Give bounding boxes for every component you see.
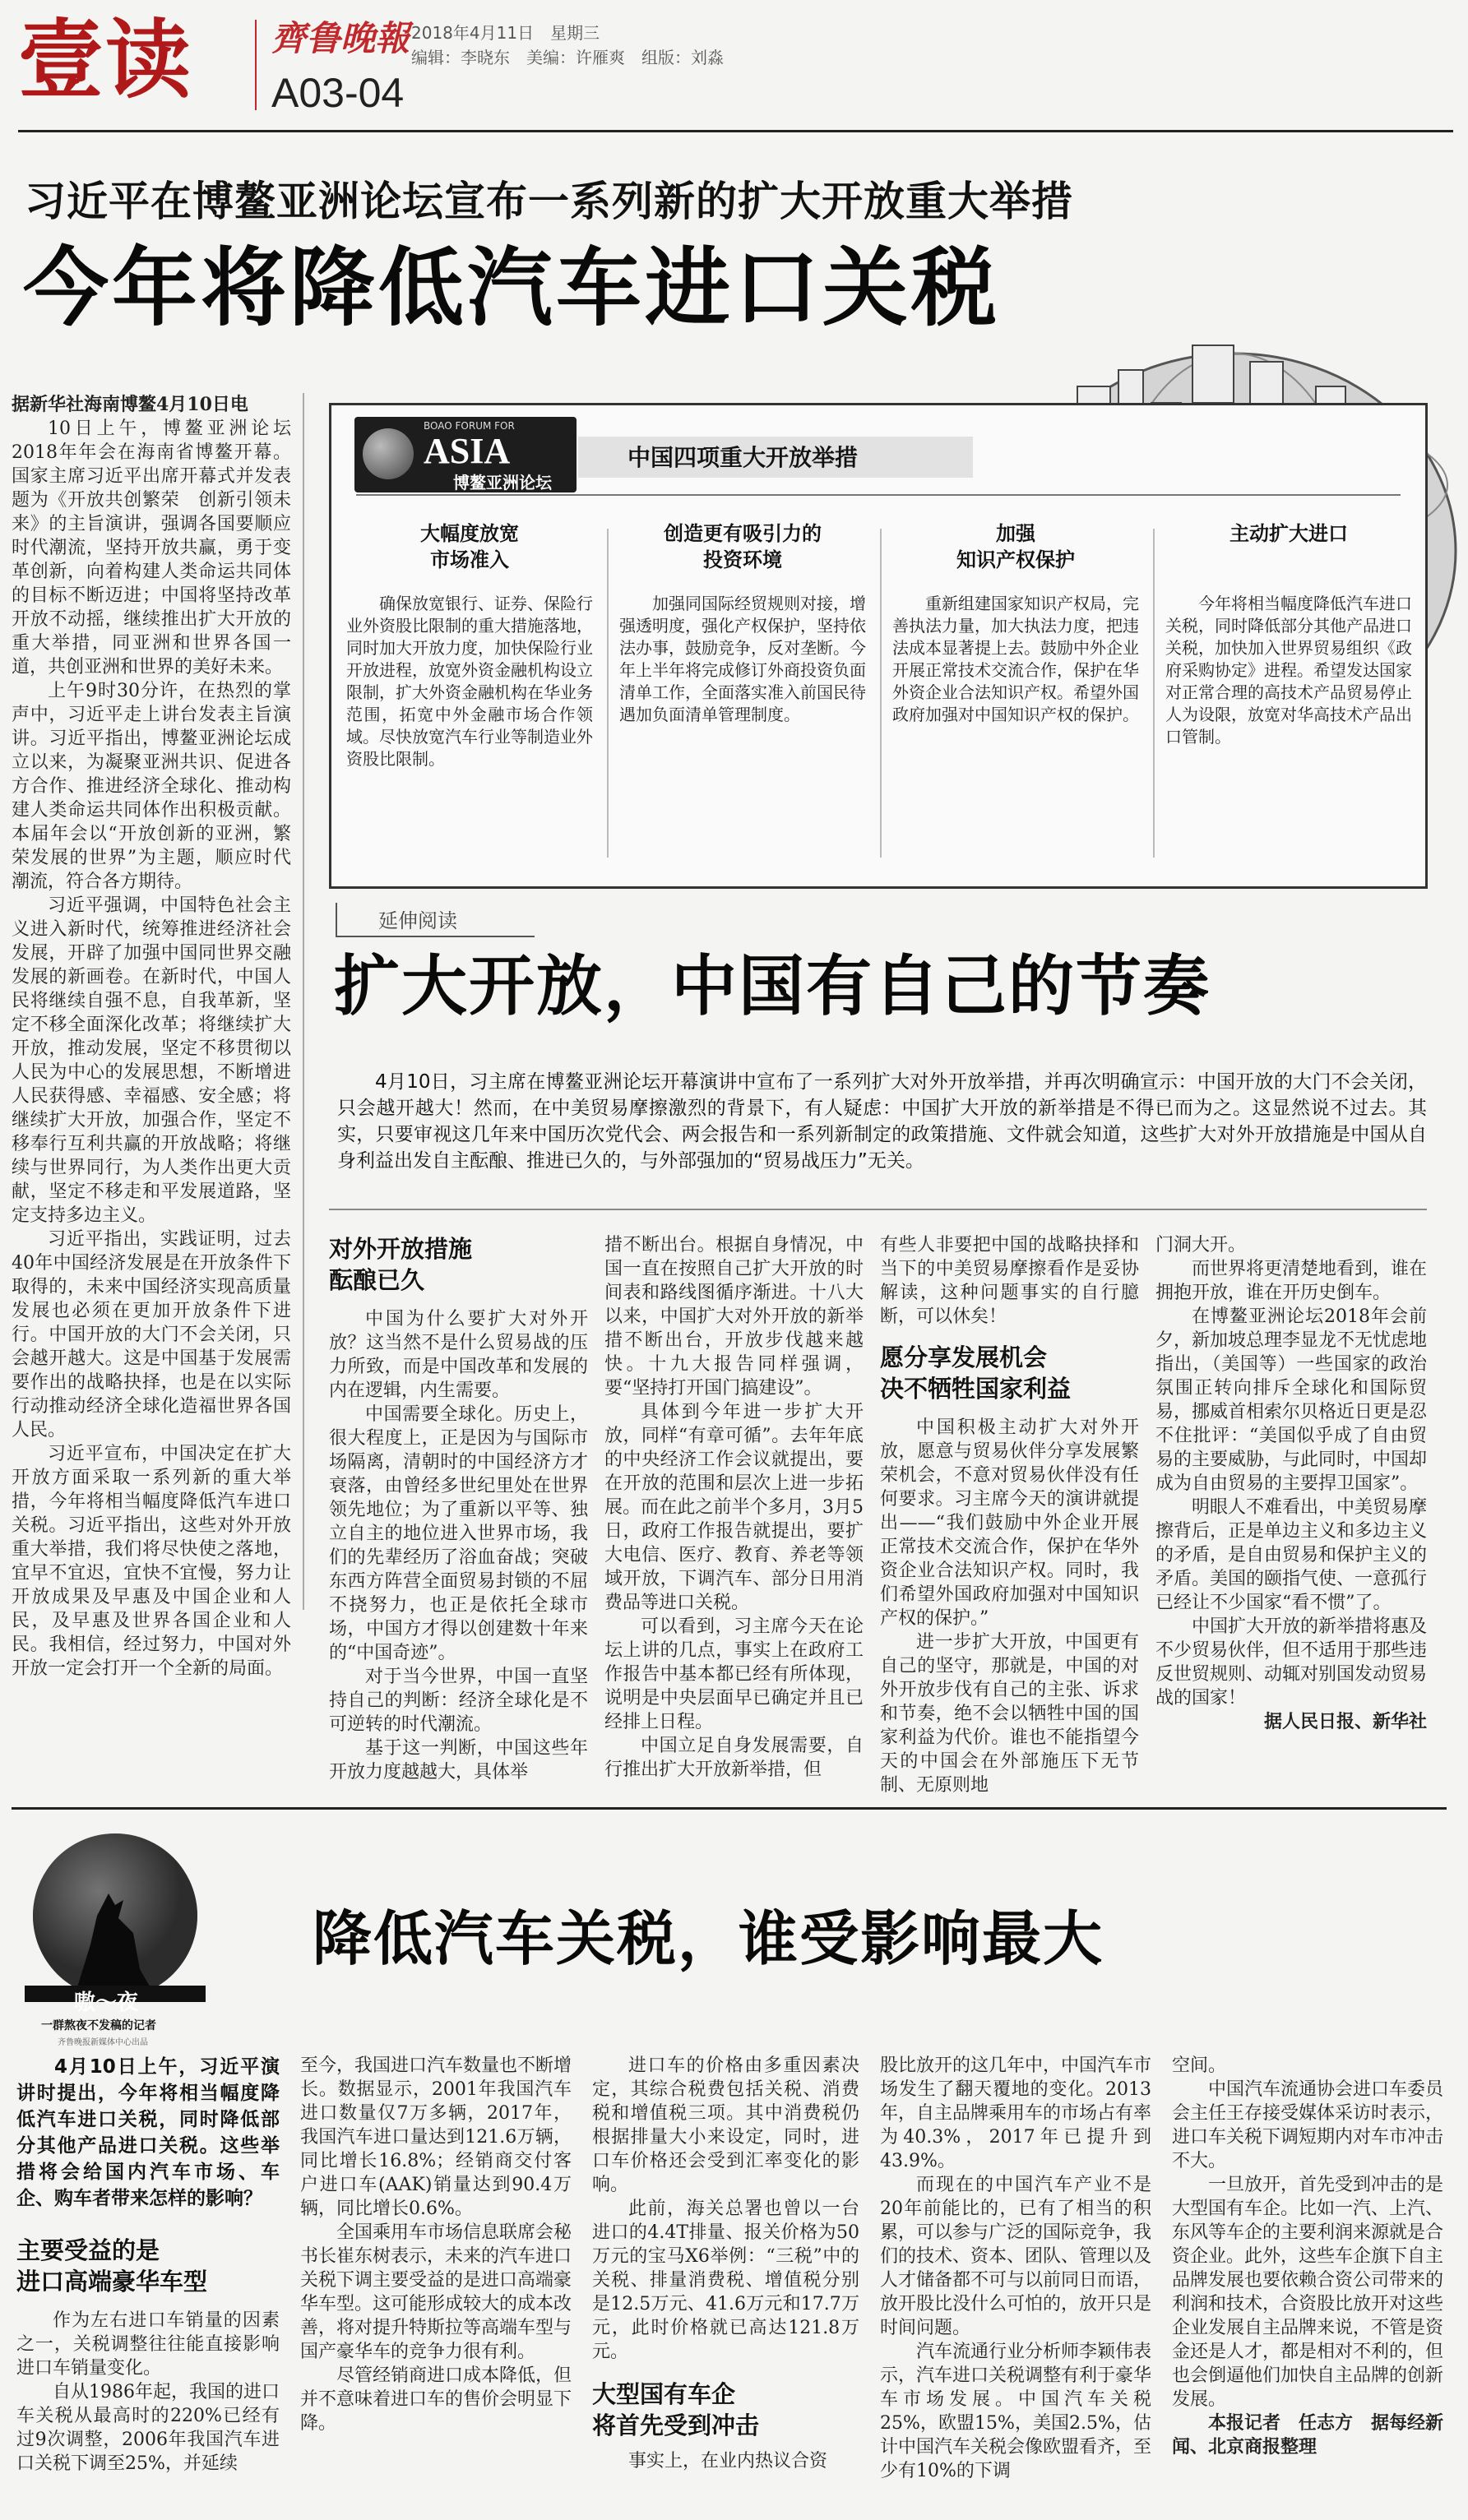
logo-top-text: BOAO FORUM FOR (424, 420, 515, 432)
measure-divider (607, 529, 609, 858)
section2-col-text (16, 2309, 280, 2476)
section2-rule (12, 1807, 1447, 1810)
issue-date: 2018年4月11日 星期三 (411, 23, 600, 43)
paragraph: 事实上，在业内热议合资 (628, 2451, 828, 2471)
feature-subhead: 愿分享发展机会 决不牺牲国家利益 (880, 1343, 1072, 1403)
feature-col-4 (1155, 1233, 1427, 1801)
page-code: A03-04 (271, 70, 405, 116)
paragraph: 进一步扩大开放，中国更有自己的坚守，那就是，中国的对外开放步伐有自己的主张、诉求和节奏，绝不会以牺牲中国的国家利益为代价。谁也不能指望今天的中国会在外部施压下无节制、无原则地 (880, 1632, 1139, 1796)
paragraph: 一旦放开，首先受到冲击的是大型国有车企。比如一汽、上汽、东风等车企的主要利润来源就是合资企业。此外，这些车企旗下自主品牌发展也要依赖合资公司带来的利润和技术，合资股比放开对这些企业发展自主品牌来说，不管是资金还是人才，都是相对不利的，但也会倒逼他们加快自主品牌的创新发展。 (1172, 2175, 1444, 2410)
measure-text: 加强同国际经贸规则对接，增强透明度，强化产权保护，坚持依法办事，鼓励竞争，反对垄断。今年上半年将完成修订外商投资负面清单工作，全面落实准入前国民待遇加负面清单管理制度。 (619, 594, 866, 724)
feature-label: 延伸阅读 (378, 909, 457, 932)
paragraph: 空间。 (1172, 2055, 1227, 2076)
feature-col-text (880, 1233, 1139, 1329)
lead-paragraph: 习近平强调，中国特色社会主义进入新时代，统筹推进经济社会发展，开辟了加强中国同世界交融发展的新画卷。在新时代，中国人民将继续自强不息，自我革新，坚定不移全面深化改革；将继续扩大开放，推动发展，坚定不移贯彻以人民为中心的发展思想，不断增进人民获得感、幸福感、安全感；将继续扩大开放，加强合作，坚定不移奉行互利共赢的开放战略；将继续与世界同行，为人类作出更大贡献，坚定不移走和平发展道路，坚定支持多边主义。 (12, 895, 291, 1226)
paragraph: 中国积极主动扩大对外开放，愿意与贸易伙伴分享发展繁荣机会，不意对贸易伙伴没有任何要求。习主席今天的演讲就提出——“我们鼓励中外企业开展正常技术交流合作，保护在华外资企业合法知识产权。同时，我们希望外国政府加强对中国知识产权的保护。” (880, 1417, 1139, 1629)
logo-subtitle: 一群熬夜不发稿的记者 (41, 2019, 156, 2032)
logo-main-text: ASIA (424, 431, 511, 471)
infobox (329, 403, 1428, 889)
feature-subhead: 对外开放措施 酝酿已久 (329, 1235, 473, 1294)
paragraph: 在博鳌亚洲论坛2018年会前夕，新加坡总理李显龙不无忧虑地指出，（美国等）一些国家的政治氛围正转向排斥全球化和国际贸易，挪威首相索尔贝格近日更是忍不住批评：“美国似乎成了自由贸易的主要威胁，与此同时，中国却成为自由贸易的主要捍卫国家”。 (1155, 1306, 1428, 1494)
section2-subhead: 大型国有车企 将首先受到冲击 (592, 2380, 760, 2439)
feature-col-text (329, 1307, 588, 1784)
paragraph: 而现在的中国汽车产业不是20年前能比的，已有了相当的积累，可以参与广泛的国际竞争，我们的技术、资本、团队、管理以及人才储备都不可与以前同日而语，放开股比没什么可怕的，放开只是时间问题。 (880, 2175, 1152, 2338)
paragraph: 可以看到，习主席今天在论坛上讲的几点，事实上在政府工作报告中基本都已经有所体现，说明是中央层面早已确定并且已经排上日程。 (604, 1616, 864, 1732)
section2-headline: 降低汽车关税，谁受影响最大 (313, 1904, 1104, 1973)
paragraph: 此前，海关总署也曾以一台进口的4.4T排量、报关价格为50万元的宝马X6举例：“三税”中的关税、排量消费税、增值税分别是12.5万元、41.6万元和17.7万元，此时价格就已高达121.8万元。 (592, 2199, 859, 2362)
paragraph: 中国为什么要扩大对外开放？这当然不是什么贸易战的压力所致，而是中国改革和发展的内在逻辑，内生需要。 (329, 1309, 588, 1401)
globe-icon (363, 428, 414, 479)
paragraph: 中国扩大开放的新举措将惠及不少贸易伙伴，但不适用于那些违反世贸规则、动辄对别国发动贸易战的国家！ (1155, 1616, 1428, 1709)
lead-column-rule (303, 393, 304, 1610)
paragraph: 自从1986年起，我国的进口车关税从最高时的220%已经有过9次调整，2006年我国汽车进口关税下调至25%，并延续 (16, 2382, 280, 2474)
section2-lead: 4月10日上午，习近平演讲时提出，今年将相当幅度降低汽车进口关税，同时降低部分其他产品进口关税。这些举措将会给国内汽车市场、车企、购车者带来怎样的影响？ (16, 2056, 280, 2209)
measure-divider (880, 529, 882, 858)
paragraph: 进口车的价格由多重因素决定，其综合税费包括关税、消费税和增值税三项。其中消费税仍根据排量大小来设定，同时，进口车价格还会受到汇率变化的影响。 (592, 2055, 859, 2195)
section2-col-2 (300, 2054, 572, 2514)
paragraph: 中国汽车流通协会进口车委员会主任王存接受媒体采访时表示，进口车关税下调短期内对车市冲击不大。 (1172, 2079, 1444, 2171)
paragraph: 尽管经销商进口成本降低，但并不意味着进口车的售价会明显下降。 (300, 2365, 572, 2434)
measure-column (892, 520, 1139, 726)
section2-col-3 (592, 2054, 859, 2514)
lead-paragraph: 10日上午，博鳌亚洲论坛2018年年会在海南省博鳌开幕。国家主席习近平出席开幕式并发表题为《开放共创繁荣 创新引领未来》的主旨演讲，强调各国要顺应时代潮流，坚持开放共赢，勇于变革创新，向着构建人类命运共同体的目标不断迈进；中国将坚持改革开放不动摇，继续推出扩大开放的重大举措，同亚洲和世界各国一道，共创亚洲和世界的美好未来。 (12, 418, 291, 677)
masthead (0, 0, 1468, 132)
paragraph: 股比放开的这几年中，中国汽车市场发生了翻天覆地的变化。2013年，自主品牌乘用车的市场占有率为40.3%，2017年已提升到43.9%。 (880, 2055, 1152, 2171)
paragraph: 汽车流通行业分析师李颖伟表示，汽车进口关税调整有利于豪华车市场发展。中国汽车关税25%，欧盟15%，美国2.5%，估计中国汽车关税会像欧盟看齐，至少有10%的下调 (880, 2342, 1152, 2481)
measure-column (346, 520, 593, 770)
lead-paragraph: 上午9时30分许，在热烈的掌声中，习近平走上讲台发表主旨演讲。习近平指出，博鳌亚洲论坛成立以来，为凝聚亚洲共识、促进各方合作、推进经济全球化、推动构建人类命运共同体作出积极贡献。本届年会以“开放创新的亚洲，繁荣发展的世界”为主题，顺应时代潮流，符合各方期待。 (12, 681, 291, 892)
paragraph: 而世界将更清楚地看到，谁在拥抱开放，谁在开历史倒车。 (1155, 1259, 1428, 1303)
logo-tiny: 齐鲁晚报新媒体中心出品 (58, 2038, 148, 2047)
feature-headline: 扩大开放，中国有自己的节奏 (334, 948, 1211, 1024)
masthead-rule (18, 130, 1453, 132)
section2-subhead: 主要受益的是 进口高端豪华车型 (16, 2236, 208, 2296)
measure-title: 创造更有吸引力的 投资环境 (664, 522, 822, 571)
paragraph: 基于这一判断，中国这些年开放力度越越大，具体举 (329, 1738, 588, 1782)
measure-title: 主动扩大进口 (1230, 522, 1348, 545)
feature-col-3 (880, 1233, 1139, 1801)
paragraph: 作为左右进口车销量的因素之一，关税调整往往能直接影响进口车销量变化。 (16, 2310, 280, 2379)
measure-divider (1153, 529, 1155, 858)
lead-article (12, 393, 291, 1679)
paragraph: 中国需要全球化。历史上，很大程度上，正是因为与国际市场隔离，清朝时的中国经济方才衰落，由曾经多世纪里处在世界领先地位；为了重新以平等、独立自主的地位进入世界市场，我们的先辈经历了浴血奋战；突破东西方阵营全面贸易封锁的不屈不挠努力，也正是依托全球市场，中国方才得以创建数十年来的“中国奇迹”。 (329, 1404, 588, 1663)
feature-intro: 4月10日，习主席在博鳌亚洲论坛开幕演讲中宣布了一系列扩大对外开放举措，并再次明确宣示：中国开放的大门不会关闭，只会越开越大！然而，在中美贸易摩擦激烈的背景下，有人疑虑：中国扩大开放的新举措是不得已而为之。这显然说不过去。其实，只要审视这几年来中国历次党代会、两会报告和一系列新制定的政策措施、文件就会知道，这些扩大对外开放措施是中国从自身利益出发自主酝酿、推进已久的，与外部强加的“贸易战压力”无关。 (337, 1071, 1427, 1172)
logo-title: 嗷～夜 (74, 1991, 139, 2015)
paragraph: 明眼人不难看出，中美贸易摩擦背后，正是单边主义和多边主义的矛盾，是自由贸易和保护主义的矛盾。美国的颐指气使、一意孤行已经让不少国家“看不惯”了。 (1155, 1497, 1428, 1613)
wolf-logo (16, 1829, 214, 2051)
lead-paragraph: 习近平指出，实践证明，过去40年中国经济发展是在开放条件下取得的，未来中国经济实现高质量发展也必须在更加开放条件下进行。中国开放的大门不会关闭，只会越开越大。这是中国基于发展需要作出的战略抉择，也是在以实际行动推动经济全球化造福世界各国人民。 (12, 1229, 291, 1440)
lead-paragraph: 习近平宣布，中国决定在扩大开放方面采取一系列新的重大举措，今年将相当幅度降低汽车进口关税。习近平指出，这些对外开放重大举措，我们将尽快使之落地，宜早不宜迟，宜快不宜慢，努力让开放成果及早惠及中国企业和人民，及早惠及世界各国企业和人民。我相信，经过努力，中国对外开放一定会打开一个全新的局面。 (12, 1444, 291, 1679)
feature-col-2 (604, 1233, 864, 1801)
measure-text: 确保放宽银行、证券、保险行业外资股比限制的重大措施落地，同时加大开放力度，加快保险行业开放进程，放宽外资金融机构设立限制，扩大外资金融机构在华业务范围，拓宽中外金融市场合作领域。尽快放宽汽车行业等制造业外资股比限制。 (346, 594, 593, 769)
masthead-divider (255, 20, 257, 110)
section2-col-1 (16, 2054, 280, 2514)
section2-col-4 (880, 2054, 1151, 2514)
paragraph: 中国立足自身发展需要，自行推出扩大开放新举措，但 (604, 1736, 864, 1780)
paragraph: 对于当今世界，中国一直坚持自己的判断：经济全球化是不可逆转的时代潮流。 (329, 1667, 588, 1735)
credits: 编辑：李晓东 美编：许雁爽 组版：刘淼 (411, 48, 724, 67)
section2-col-text (592, 2449, 859, 2473)
paragraph: 具体到今年进一步扩大开放，同样“有章可循”。去年年底的中央经济工作会议就提出，要在开放的范围和层次上进一步拓展。而在此之前半个多月，3月5日，政府工作报告就提出，要扩大电信、医疗、教育、养老等领域开放，下调汽车、部分日用消费品等进口关税。 (604, 1402, 864, 1613)
paragraph: 至今，我国进口汽车数量也不断增长。数据显示，2001年我国汽车进口数量仅7万多辆，2017年，我国汽车进口量达到121.6万辆，同比增长16.8%；经销商交付客户进口车(AAK)销量达到90.4万辆，同比增长0.6%。 (300, 2055, 572, 2219)
paragraph: 门洞大开。 (1155, 1235, 1247, 1255)
logo-sub-text: 博鳌亚洲论坛 (453, 473, 552, 492)
section2-col-5 (1172, 2054, 1443, 2514)
section-title: 壹读 (18, 10, 193, 110)
paragraph: 措不断出台。根据自身情况，中国一直在按照自己扩大开放的时间表和路线图循序渐进。十八大以来，中国扩大对外开放的新举措不断出台，开放步伐越来越快。十九大报告同样强调，要“坚持打开国门搞建设”。 (604, 1235, 864, 1399)
paper-logo: 齊鲁晚報 (271, 18, 410, 58)
section2-credit: 本报记者 任志方 据每经新闻、北京商报整理 (1172, 2413, 1444, 2458)
section2-col-text (592, 2054, 859, 2364)
measure-title: 加强 知识产权保护 (956, 522, 1075, 571)
forum-logo (354, 417, 577, 492)
measure-column (619, 520, 866, 726)
measure-text: 重新组建国家知识产权局，完善执法力量，加大执法力度，把违法成本显著提上去。鼓励中外企业开展正常技术交流合作，保护在华外资企业合法知识产权。希望外国政府加强对中国知识产权的保护。 (892, 594, 1139, 724)
infobox-title-rule (356, 494, 1401, 496)
paragraph: 有些人非要把中国的战略抉择和当下的中美贸易摩擦看作是妥协解读，这种问题事实的自行臆断，可以休矣！ (880, 1235, 1139, 1327)
infobox-title: 中国四项重大开放举措 (627, 444, 859, 471)
feature-col-text (880, 1416, 1139, 1797)
dateline: 据新华社海南博鳌4月10日电 (12, 394, 248, 415)
feature-rule (329, 1209, 1427, 1210)
measure-column (1165, 520, 1412, 748)
measure-title: 大幅度放宽 市场准入 (420, 522, 519, 571)
feature-credit: 据人民日报、新华社 (1263, 1712, 1427, 1732)
feature-col-1 (329, 1233, 588, 1801)
wolf-moon-icon (16, 1829, 214, 2002)
measure-text: 今年将相当幅度降低汽车进口关税，同时降低部分其他产品进口关税，加快加入世界贸易组织《政府采购协定》进程。希望发达国家对正常合理的高技术产品贸易停止人为设限，放宽对华高技术产品出口管制。 (1165, 594, 1412, 747)
main-headline: 今年将降低汽车进口关税 (23, 238, 1001, 338)
kicker-headline: 习近平在博鳌亚洲论坛宣布一系列新的扩大开放重大举措 (25, 178, 1073, 225)
paragraph: 全国乘用车市场信息联席会秘书长崔东树表示，未来的汽车进口关税下调主要受益的是进口高端豪华车型。这可能形成较大的成本改善，将对提升特斯拉等高端车型与国产豪华车的竞争力很有利。 (300, 2222, 572, 2362)
